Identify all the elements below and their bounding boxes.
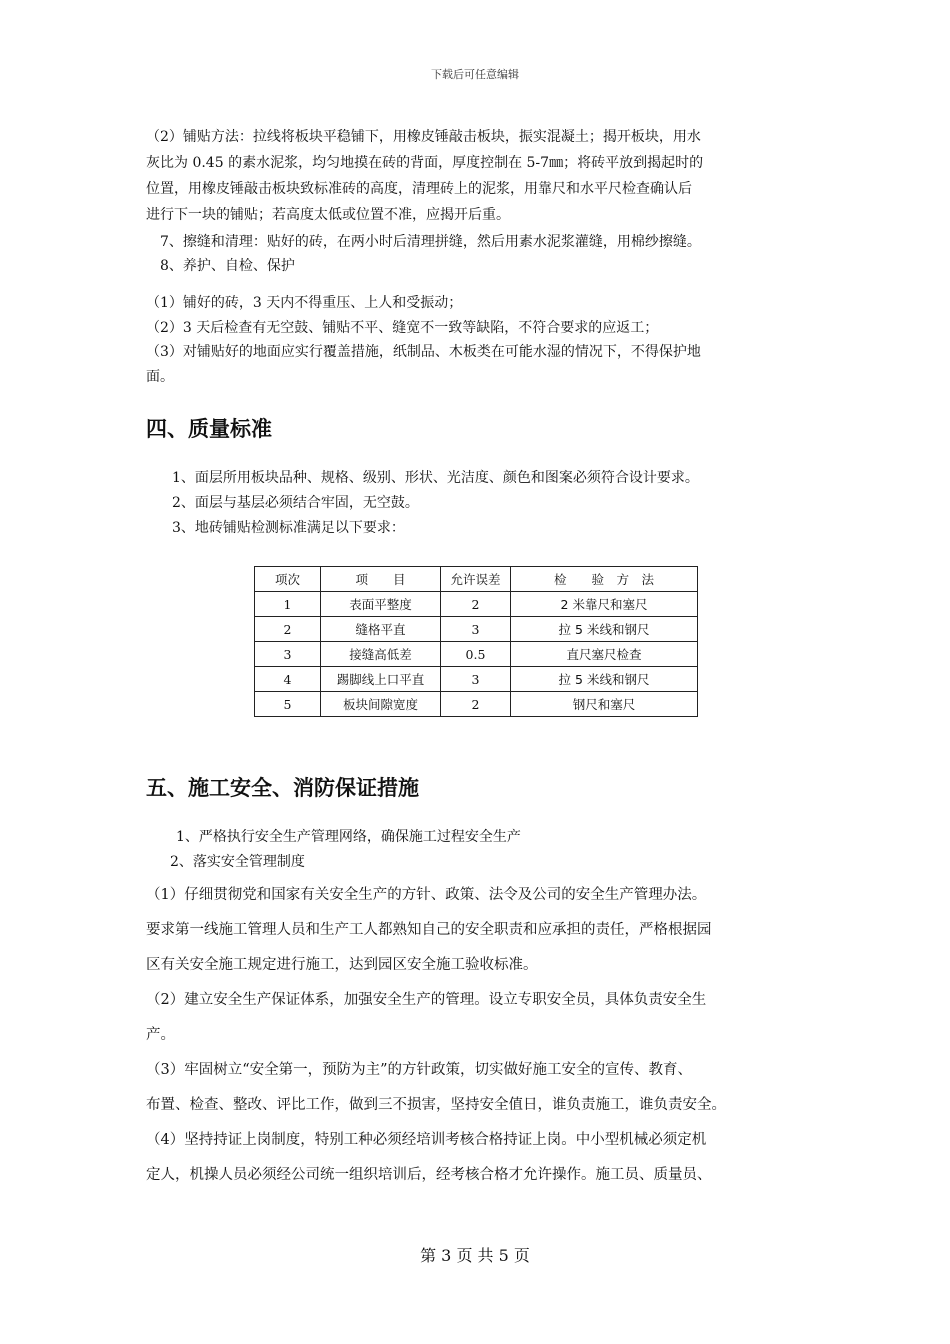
quality-table <box>254 566 698 717</box>
section5-item-2: 2、落实安全管理制度 <box>170 854 305 870</box>
table-row <box>255 642 698 667</box>
section5-item-1: 1、严格执行安全生产管理网络，确保施工过程安全生产 <box>176 829 521 845</box>
page-number: 第 3 页 共 5 页 <box>420 1246 530 1265</box>
care-line-3: （3）对铺贴好的地面应实行覆盖措施，纸制品、木板类在可能水湿的情况下，不得保护地 <box>146 344 701 360</box>
paving-line-4: 进行下一块的铺贴；若高度太低或位置不准，应揭开后重。 <box>146 207 510 223</box>
table-cell: 2 <box>255 617 321 642</box>
paving-line-1: （2）铺贴方法：拉线将板块平稳铺下，用橡皮锤敲击板块，振实混凝土；揭开板块，用水 <box>146 129 701 145</box>
section4-item-3: 3、地砖铺贴检测标准满足以下要求： <box>172 520 405 536</box>
table-cell: 4 <box>255 667 321 692</box>
table-cell: 踢脚线上口平直 <box>321 667 441 692</box>
item-8: 8、养护、自检、保护 <box>160 258 295 274</box>
table-header: 项次 <box>255 567 321 592</box>
section4-item-1: 1、面层所用板块品种、规格、级别、形状、光洁度、颜色和图案必须符合设计要求。 <box>172 470 699 486</box>
table-cell: 2 <box>441 592 511 617</box>
table-cell: 接缝高低差 <box>321 642 441 667</box>
table-cell: 板块间隙宽度 <box>321 692 441 717</box>
paving-line-3: 位置，用橡皮锤敲击板块致标准砖的高度，清理砖上的泥浆，用靠尺和水平尺检查确认后 <box>146 181 692 197</box>
table-row <box>255 692 698 717</box>
table-row <box>255 667 698 692</box>
table-cell: 3 <box>441 667 511 692</box>
safety-line-3: 区有关安全施工规定进行施工，达到园区安全施工验收标准。 <box>146 957 538 973</box>
safety-line-6: （3）牢固树立“安全第一，预防为主”的方针政策，切实做好施工安全的宣传、教育、 <box>146 1062 693 1078</box>
safety-line-1: （1）仔细贯彻党和国家有关安全生产的方针、政策、法令及公司的安全生产管理办法。 <box>146 887 707 903</box>
table-header: 允许误差 <box>441 567 511 592</box>
table-row <box>255 592 698 617</box>
safety-line-4: （2）建立安全生产保证体系，加强安全生产的管理。设立专职安全员，具体负责安全生 <box>146 992 707 1008</box>
table-cell: 表面平整度 <box>321 592 441 617</box>
table-cell: 缝格平直 <box>321 617 441 642</box>
paving-line-2: 灰比为 0.45 的素水泥浆，均匀地摸在砖的背面，厚度控制在 5-7㎜；将砖平放到揭起时的 <box>146 155 704 171</box>
table-header: 项 目 <box>321 567 441 592</box>
item-7: 7、擦缝和清理：贴好的砖，在两小时后清理拼缝，然后用素水泥浆灌缝，用棉纱擦缝。 <box>160 234 701 250</box>
table-cell: 3 <box>255 642 321 667</box>
table-cell: 2 <box>441 692 511 717</box>
table-cell: 拉 5 米线和钢尺 <box>511 617 698 642</box>
table-cell: 钢尺和塞尺 <box>511 692 698 717</box>
table-row <box>255 617 698 642</box>
table-cell: 0.5 <box>441 642 511 667</box>
section5-title: 五、施工安全、消防保证措施 <box>146 776 419 800</box>
safety-line-9: 定人，机操人员必须经公司统一组织培训后，经考核合格才允许操作。施工员、质量员、 <box>146 1167 712 1183</box>
table-cell: 拉 5 米线和钢尺 <box>511 667 698 692</box>
safety-line-5: 产。 <box>146 1027 175 1043</box>
section4-item-2: 2、面层与基层必须结合牢固，无空鼓。 <box>172 495 419 511</box>
safety-line-2: 要求第一线施工管理人员和生产工人都熟知自己的安全职责和应承担的责任，严格根据园 <box>146 922 712 938</box>
safety-line-7: 布置、检查、整改、评比工作，做到三不损害，坚持安全值日，谁负责施工，谁负责安全。 <box>146 1097 726 1113</box>
header-watermark: 下载后可任意编辑 <box>431 68 519 81</box>
table-cell: 2 米靠尺和塞尺 <box>511 592 698 617</box>
section4-title: 四、质量标准 <box>146 417 272 441</box>
table-cell: 1 <box>255 592 321 617</box>
table-header: 检 验 方 法 <box>511 567 698 592</box>
care-line-4: 面。 <box>146 369 174 385</box>
table-header-row <box>255 567 698 592</box>
table-cell: 5 <box>255 692 321 717</box>
safety-line-8: （4）坚持持证上岗制度，特别工种必须经培训考核合格持证上岗。中小型机械必须定机 <box>146 1132 707 1148</box>
table-cell: 3 <box>441 617 511 642</box>
table-cell: 直尺塞尺检查 <box>511 642 698 667</box>
care-line-1: （1）铺好的砖，3 天内不得重压、上人和受振动； <box>146 295 463 311</box>
care-line-2: （2）3 天后检查有无空鼓、铺贴不平、缝宽不一致等缺陷，不符合要求的应返工； <box>146 320 659 336</box>
